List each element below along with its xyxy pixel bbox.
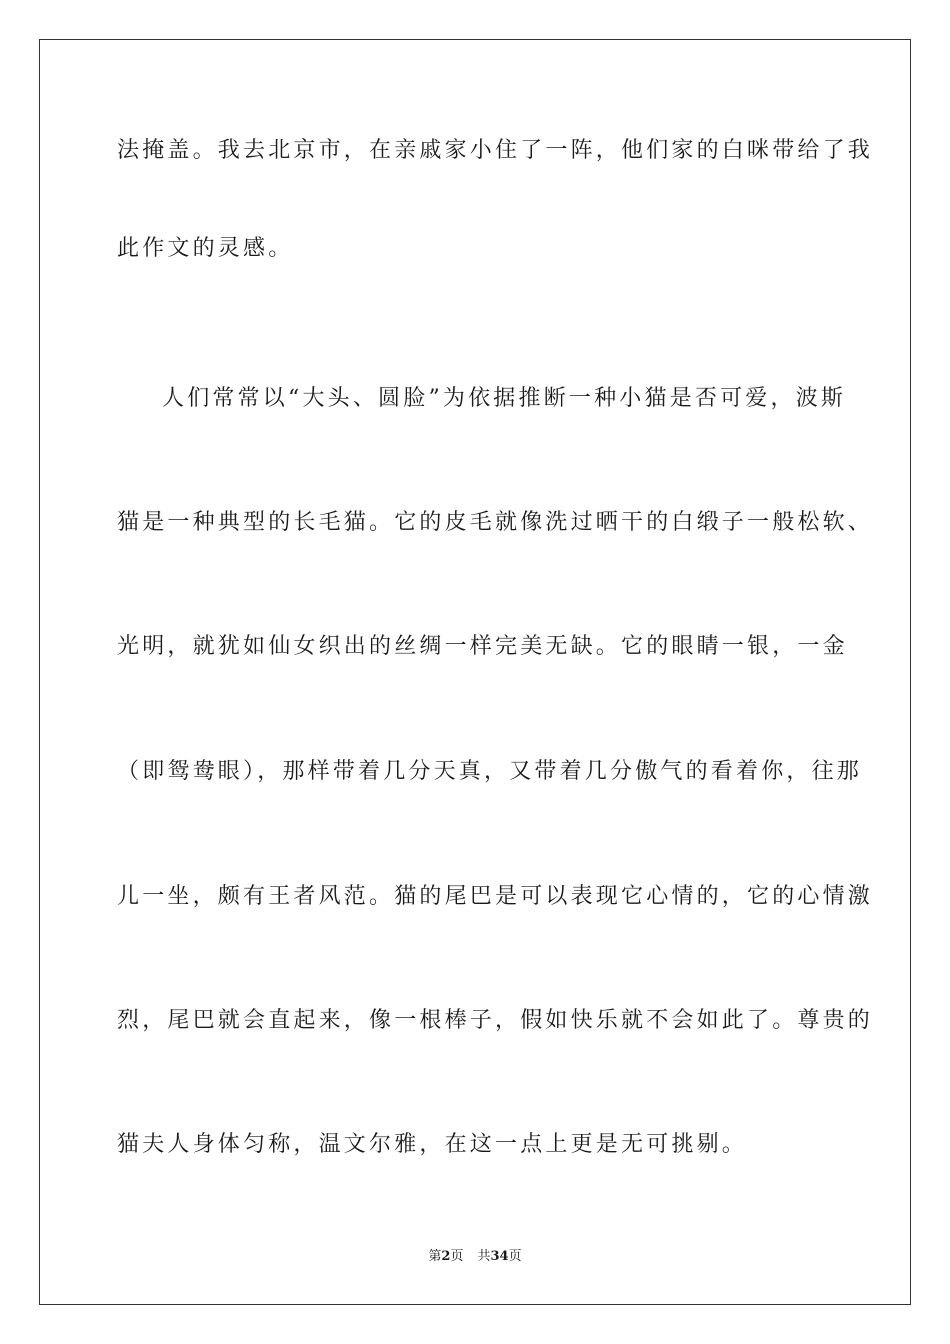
- page-prefix: 第: [428, 1249, 442, 1264]
- text-line: 法掩盖。我去北京市，在亲戚家小住了一阵，他们家的白咪带给了我: [117, 138, 874, 163]
- paragraph-start-line: 人们常常以“大头、圆脸”为依据推断一种小猫是否可爱，波斯: [162, 386, 847, 411]
- text-line: （即鸳鸯眼），那样带着几分天真，又带着几分傲气的看着你，往那: [117, 759, 863, 784]
- text-line: 烈，尾巴就会直起来，像一根棒子，假如快乐就不会如此了。尊贵的: [117, 1008, 874, 1033]
- text-line: 猫是一种典型的长毛猫。它的皮毛就像洗过晒干的白缎子一般松软、: [117, 510, 874, 535]
- total-pages: 34: [490, 1249, 509, 1264]
- page-footer: [0, 1248, 950, 1266]
- page-number: 2: [441, 1249, 451, 1264]
- text-line: 此作文的灵感。: [117, 236, 294, 261]
- page-border: [39, 39, 911, 1305]
- total-prefix: 共: [477, 1249, 491, 1264]
- total-suffix: 页: [508, 1249, 522, 1264]
- text-line: 儿一坐，颇有王者风范。猫的尾巴是可以表现它心情的，它的心情激: [117, 884, 874, 909]
- text-line: 猫夫人身体匀称，温文尔雅，在这一点上更是无可挑剔。: [117, 1132, 748, 1157]
- page-suffix: 页: [450, 1249, 464, 1264]
- text-line: 光明，就犹如仙女织出的丝绸一样完美无缺。它的眼睛一银，一金: [117, 634, 848, 659]
